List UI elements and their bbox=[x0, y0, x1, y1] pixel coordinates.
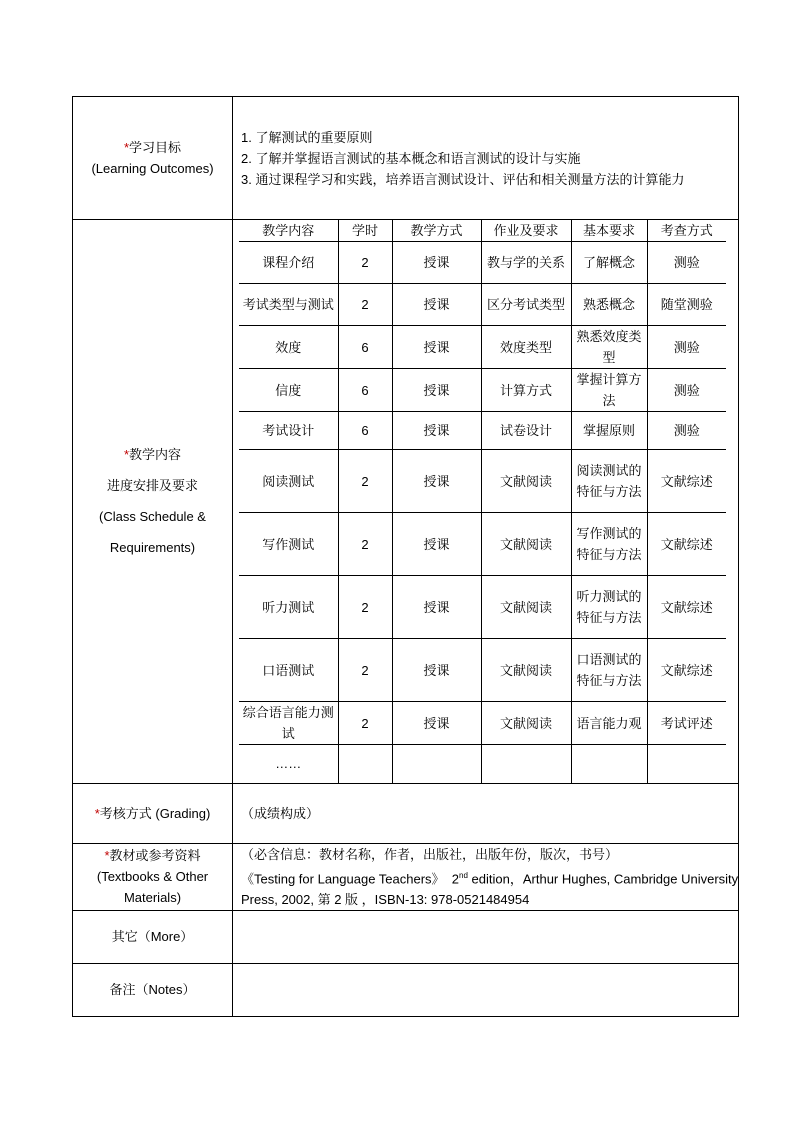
column-header: 教学内容 bbox=[239, 220, 338, 242]
table-cell: 课程介绍 bbox=[239, 242, 338, 284]
table-cell: 掌握原则 bbox=[571, 412, 647, 450]
table-row bbox=[239, 450, 726, 513]
table-cell bbox=[571, 745, 647, 783]
book-edition-author: edition，Arthur Hughes, Cambridge University bbox=[467, 870, 739, 886]
table-cell bbox=[392, 745, 481, 783]
table-cell: 授课 bbox=[392, 513, 481, 576]
schedule-table bbox=[239, 220, 726, 783]
table-cell: 6 bbox=[338, 369, 392, 412]
table-cell: 文献阅读 bbox=[481, 702, 571, 745]
textbooks-title-en: (Textbooks & Other bbox=[96, 869, 209, 885]
table-row bbox=[239, 745, 726, 783]
table-cell: 听力测试 bbox=[239, 576, 338, 639]
textbooks-label bbox=[73, 843, 233, 910]
table-cell: 文献综述 bbox=[647, 639, 726, 702]
table-cell: 写作测试 bbox=[239, 513, 338, 576]
table-cell: 阅读测试 bbox=[239, 450, 338, 513]
list-item: 3. 通过课程学习和实践，培养语言测试设计、评估和相关测量方法的计算能力 bbox=[241, 171, 685, 187]
table-cell: 授课 bbox=[392, 639, 481, 702]
table-cell: 测验 bbox=[647, 242, 726, 284]
table-cell: 文献综述 bbox=[647, 450, 726, 513]
table-cell bbox=[481, 745, 571, 783]
table-cell: 2 bbox=[338, 702, 392, 745]
required-mark: * bbox=[123, 140, 130, 155]
course-info-table bbox=[72, 96, 739, 1017]
table-cell: 考试设计 bbox=[239, 412, 338, 450]
textbooks-required-info: （必含信息：教材名称，作者，出版社，出版年份，版次，书号） bbox=[241, 846, 619, 862]
table-cell: 文献阅读 bbox=[481, 639, 571, 702]
column-header: 学时 bbox=[338, 220, 392, 242]
table-cell: 写作测试的特征与方法 bbox=[571, 513, 647, 576]
table-cell: 授课 bbox=[392, 284, 481, 326]
list-item: 1. 了解测试的重要原则 bbox=[241, 129, 373, 145]
table-row bbox=[239, 702, 726, 745]
schedule-subtitle: 进度安排及要求 bbox=[106, 478, 198, 494]
schedule-title-en-2: Requirements) bbox=[109, 540, 196, 556]
table-row bbox=[239, 576, 726, 639]
table-cell bbox=[647, 745, 726, 783]
table-cell: 授课 bbox=[392, 450, 481, 513]
table-row bbox=[239, 242, 726, 284]
grading-row bbox=[73, 783, 739, 843]
column-header: 考查方式 bbox=[647, 220, 726, 242]
table-cell: 教与学的关系 bbox=[481, 242, 571, 284]
more-row bbox=[73, 910, 739, 963]
table-cell: 综合语言能力测试 bbox=[239, 702, 338, 745]
table-cell: …… bbox=[239, 745, 338, 783]
more-label: 其它（More） bbox=[73, 910, 233, 963]
table-cell: 6 bbox=[338, 412, 392, 450]
edition-number: 2 bbox=[451, 870, 460, 886]
schedule-title-en: (Class Schedule & bbox=[99, 509, 206, 525]
table-cell: 计算方式 bbox=[481, 369, 571, 412]
learning-outcomes-value bbox=[233, 97, 739, 220]
table-cell: 信度 bbox=[239, 369, 338, 412]
table-cell: 6 bbox=[338, 326, 392, 369]
table-cell: 授课 bbox=[392, 326, 481, 369]
schedule-label bbox=[73, 220, 233, 784]
textbooks-value bbox=[233, 843, 739, 910]
learning-outcomes-title-en: (Learning Outcomes) bbox=[91, 161, 214, 176]
book-title: 《Testing for Language Teachers》 bbox=[241, 870, 445, 886]
table-cell: 2 bbox=[338, 242, 392, 284]
schedule-value bbox=[233, 220, 739, 784]
notes-row bbox=[73, 963, 739, 1016]
notes-label: 备注（Notes） bbox=[73, 963, 233, 1016]
table-cell: 授课 bbox=[392, 412, 481, 450]
table-cell bbox=[338, 745, 392, 783]
table-cell: 2 bbox=[338, 639, 392, 702]
table-cell: 文献阅读 bbox=[481, 450, 571, 513]
more-value bbox=[233, 910, 739, 963]
table-cell: 2 bbox=[338, 284, 392, 326]
column-header: 基本要求 bbox=[571, 220, 647, 242]
table-cell: 授课 bbox=[392, 242, 481, 284]
table-cell: 文献综述 bbox=[647, 576, 726, 639]
list-item: 2. 了解并掌握语言测试的基本概念和语言测试的设计与实施 bbox=[241, 150, 581, 166]
required-mark: * bbox=[123, 447, 130, 463]
table-row bbox=[239, 412, 726, 450]
learning-outcomes-row bbox=[73, 97, 739, 220]
textbooks-citation bbox=[233, 865, 738, 889]
table-cell: 口语测试的特征与方法 bbox=[571, 639, 647, 702]
column-header: 作业及要求 bbox=[481, 220, 571, 242]
table-cell: 阅读测试的特征与方法 bbox=[571, 450, 647, 513]
column-header: 教学方式 bbox=[392, 220, 481, 242]
learning-outcomes-label bbox=[73, 97, 233, 220]
table-cell: 熟悉效度类型 bbox=[571, 326, 647, 369]
table-cell: 了解概念 bbox=[571, 242, 647, 284]
grading-text: （成绩构成） bbox=[241, 805, 320, 821]
table-cell: 2 bbox=[338, 576, 392, 639]
textbooks-row bbox=[73, 843, 739, 910]
table-cell: 2 bbox=[338, 513, 392, 576]
schedule-row bbox=[73, 220, 739, 784]
table-cell: 语言能力观 bbox=[571, 702, 647, 745]
grading-title-en: (Grading) bbox=[155, 805, 211, 821]
table-cell: 授课 bbox=[392, 369, 481, 412]
table-cell: 掌握计算方法 bbox=[571, 369, 647, 412]
table-row bbox=[239, 513, 726, 576]
table-cell: 随堂测验 bbox=[647, 284, 726, 326]
textbooks-title-en-2: Materials) bbox=[123, 890, 182, 906]
table-cell: 考试评述 bbox=[647, 702, 726, 745]
table-row bbox=[239, 639, 726, 702]
table-cell: 授课 bbox=[392, 702, 481, 745]
grading-value bbox=[233, 783, 739, 843]
table-cell: 口语测试 bbox=[239, 639, 338, 702]
table-cell: 测验 bbox=[647, 369, 726, 412]
grading-title: 考核方式 bbox=[99, 805, 152, 821]
table-cell: 2 bbox=[338, 450, 392, 513]
table-cell: 测验 bbox=[647, 412, 726, 450]
schedule-header-row bbox=[239, 220, 726, 242]
required-mark: * bbox=[104, 848, 110, 864]
table-cell: 熟悉概念 bbox=[571, 284, 647, 326]
table-cell: 听力测试的特征与方法 bbox=[571, 576, 647, 639]
table-cell: 考试类型与测试 bbox=[239, 284, 338, 326]
notes-value bbox=[233, 963, 739, 1016]
table-cell: 测验 bbox=[647, 326, 726, 369]
learning-outcomes-list bbox=[233, 127, 738, 190]
book-publisher-isbn: Press, 2002, 第 2 版 ，ISBN-13: 978-0521484954 bbox=[241, 891, 530, 907]
textbooks-title: 教材或参考资料 bbox=[109, 848, 201, 864]
learning-outcomes-title: 学习目标 bbox=[129, 140, 182, 155]
edition-suffix: nd bbox=[459, 870, 468, 880]
table-cell: 文献阅读 bbox=[481, 576, 571, 639]
schedule-title: 教学内容 bbox=[129, 447, 182, 463]
table-row bbox=[239, 326, 726, 369]
table-cell: 授课 bbox=[392, 576, 481, 639]
table-cell: 文献阅读 bbox=[481, 513, 571, 576]
table-row bbox=[239, 369, 726, 412]
required-mark: * bbox=[94, 805, 100, 821]
table-cell: 效度类型 bbox=[481, 326, 571, 369]
table-cell: 文献综述 bbox=[647, 513, 726, 576]
table-cell: 效度 bbox=[239, 326, 338, 369]
table-cell: 试卷设计 bbox=[481, 412, 571, 450]
table-cell: 区分考试类型 bbox=[481, 284, 571, 326]
table-row bbox=[239, 284, 726, 326]
grading-label bbox=[73, 783, 233, 843]
